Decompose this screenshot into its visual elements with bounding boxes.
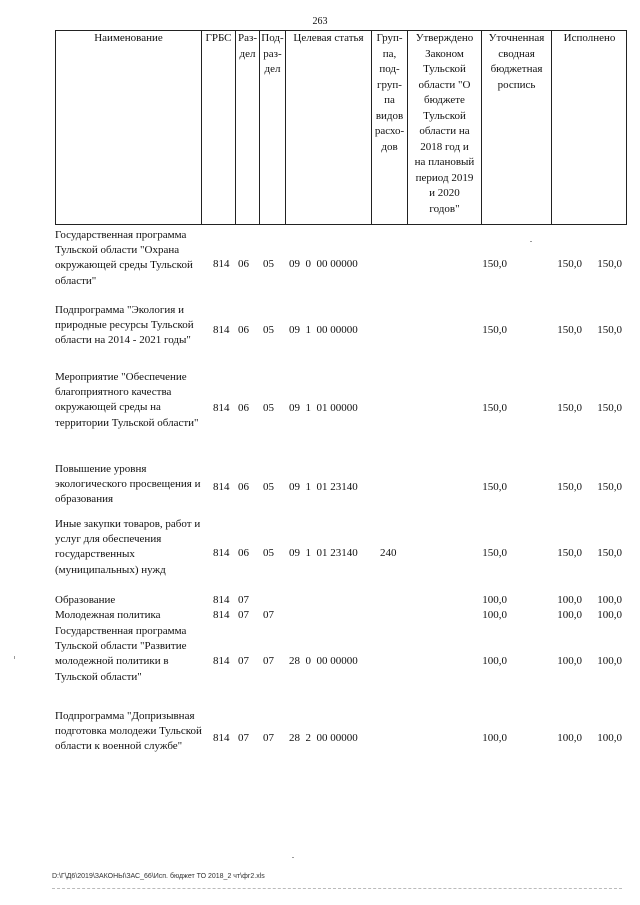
row-refined: 150,0 (557, 402, 582, 414)
row-grbs: 814 (213, 609, 230, 621)
column-header-vid: Груп- па, под- груп- па видов расхо- дов (371, 30, 407, 225)
row-executed: 100,0 (597, 594, 622, 606)
row-approved: 100,0 (482, 655, 507, 667)
column-header-executed: Исполнено (551, 30, 627, 225)
row-approved: 100,0 (482, 732, 507, 744)
file-path-footer: D:\Г\Д6\2019\ЗАКОНЫ\ЗАС_66\Исп. бюджет ТО 2018_2 чт\фг2.xls (52, 873, 265, 880)
row-target: 09 1 01 00000 (289, 402, 358, 414)
column-header-target: Целевая статья (285, 30, 371, 225)
row-grbs: 814 (213, 324, 230, 336)
row-podrazdel: 05 (263, 324, 274, 336)
row-podrazdel: 07 (263, 732, 274, 744)
row-podrazdel: 07 (263, 655, 274, 667)
column-header-refined: Уточненная сводная бюджетная роспись (481, 30, 551, 225)
row-name: Образование (55, 594, 116, 606)
row-refined: 150,0 (557, 258, 582, 270)
row-refined: 150,0 (557, 324, 582, 336)
row-razdel: 06 (238, 402, 249, 414)
row-name: Молодежная политика (55, 609, 161, 621)
scan-speck (292, 857, 294, 858)
row-refined: 100,0 (557, 594, 582, 606)
column-header-name: Наименование (55, 30, 201, 225)
row-razdel: 06 (238, 258, 249, 270)
row-target: 28 2 00 00000 (289, 732, 358, 744)
scan-speck (530, 241, 532, 242)
row-approved: 150,0 (482, 402, 507, 414)
row-target: 09 0 00 00000 (289, 258, 358, 270)
row-executed: 150,0 (597, 324, 622, 336)
row-razdel: 07 (238, 732, 249, 744)
row-grbs: 814 (213, 481, 230, 493)
row-approved: 150,0 (482, 324, 507, 336)
row-vid: 240 (380, 547, 397, 559)
row-grbs: 814 (213, 655, 230, 667)
row-executed: 100,0 (597, 732, 622, 744)
table-header (55, 30, 627, 225)
row-executed: 150,0 (597, 481, 622, 493)
row-grbs: 814 (213, 402, 230, 414)
row-refined: 100,0 (557, 655, 582, 667)
page-number: 263 (312, 16, 328, 27)
row-executed: 150,0 (597, 402, 622, 414)
row-target: 09 1 01 23140 (289, 547, 358, 559)
row-razdel: 07 (238, 655, 249, 667)
row-name: Мероприятие "Обеспечение благоприятного качества окружающей среды на территории Тульской области" (55, 371, 199, 429)
row-grbs: 814 (213, 258, 230, 270)
footer-divider (52, 888, 622, 889)
row-refined: 150,0 (557, 481, 582, 493)
row-name: Повышение уровня экологического просвещения и образования (55, 463, 201, 506)
row-target: 09 1 00 00000 (289, 324, 358, 336)
row-grbs: 814 (213, 732, 230, 744)
row-executed: 100,0 (597, 609, 622, 621)
row-name: Государственная программа Тульской области "Охрана окружающей среды Тульской области" (55, 229, 193, 287)
row-name: Иные закупки товаров, работ и услуг для обеспечения государственных (муниципальных) нужд (55, 518, 201, 576)
row-approved: 100,0 (482, 594, 507, 606)
column-header-approved: Утверждено Законом Тульской области "О бюджете Тульской области на 2018 год и на плановый период 2019 и 2020 годов" (407, 30, 481, 225)
row-name: Подпрограмма "Допризывная подготовка молодежи Тульской области к военной службе" (55, 710, 202, 753)
row-grbs: 814 (213, 594, 230, 606)
row-approved: 150,0 (482, 547, 507, 559)
column-header-razdel: Раз- дел (235, 30, 259, 225)
row-refined: 150,0 (557, 547, 582, 559)
row-razdel: 06 (238, 324, 249, 336)
row-podrazdel: 05 (263, 258, 274, 270)
row-podrazdel: 05 (263, 402, 274, 414)
row-target: 09 1 01 23140 (289, 481, 358, 493)
row-podrazdel: 07 (263, 609, 274, 621)
row-razdel: 07 (238, 594, 249, 606)
scan-speck (14, 656, 15, 659)
row-grbs: 814 (213, 547, 230, 559)
column-header-grbs: ГРБС (201, 30, 235, 225)
row-refined: 100,0 (557, 609, 582, 621)
row-executed: 150,0 (597, 258, 622, 270)
row-approved: 150,0 (482, 481, 507, 493)
row-target: 28 0 00 00000 (289, 655, 358, 667)
row-approved: 150,0 (482, 258, 507, 270)
row-name: Подпрограмма "Экология и природные ресурсы Тульской области на 2014 - 2021 годы" (55, 304, 194, 347)
row-podrazdel: 05 (263, 547, 274, 559)
row-razdel: 06 (238, 481, 249, 493)
row-razdel: 06 (238, 547, 249, 559)
row-executed: 150,0 (597, 547, 622, 559)
row-approved: 100,0 (482, 609, 507, 621)
row-refined: 100,0 (557, 732, 582, 744)
row-razdel: 07 (238, 609, 249, 621)
column-header-podrazdel: Под- раз- дел (259, 30, 285, 225)
row-podrazdel: 05 (263, 481, 274, 493)
row-name: Государственная программа Тульской области "Развитие молодежной политики в Тульской области" (55, 625, 187, 683)
row-executed: 100,0 (597, 655, 622, 667)
